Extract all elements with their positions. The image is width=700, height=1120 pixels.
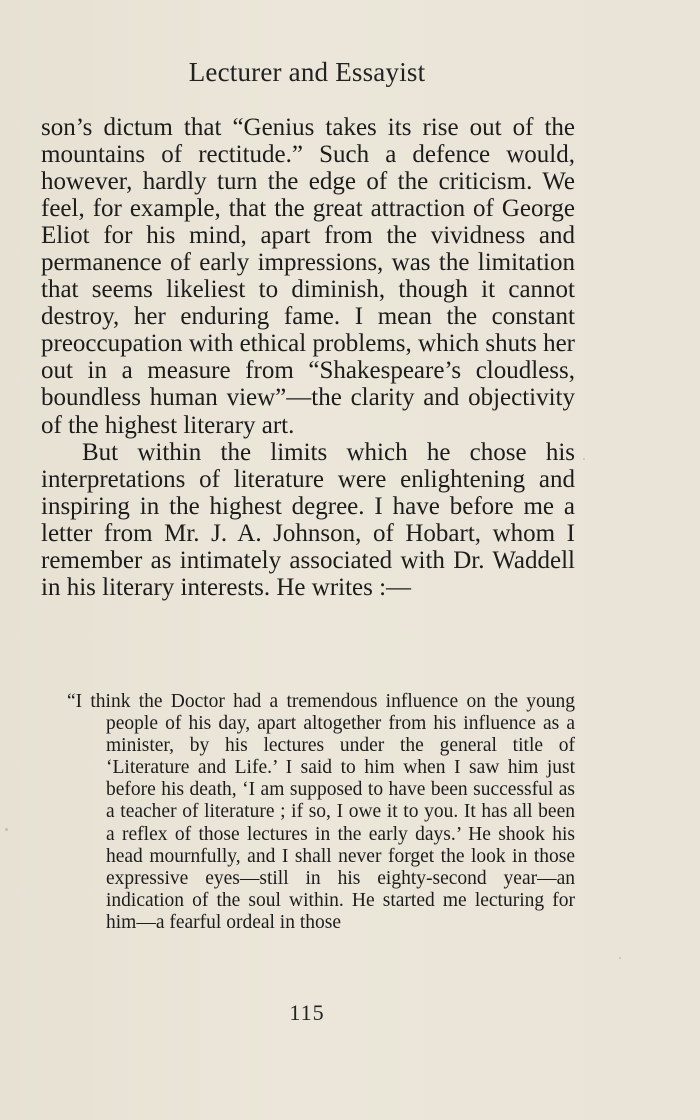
page-number: 115: [289, 1000, 325, 1025]
paper-speck: [5, 828, 8, 831]
paper-speck: [583, 458, 585, 460]
block-quote: [67, 691, 575, 934]
paper-speck: [619, 957, 621, 959]
paragraph-continuation: son’s dictum that “Genius takes its rise out of the mountains of rectitude.” Such a defence would, however, hardly turn the edge of the criticism. We feel, for example, that the great attraction of George Eliot for his mind, apart from the vividness and permanence of early impressions, was the limitation that seems likeliest to diminish, though it cannot destroy, her enduring fame. I mean the constant preoccupation with ethical problems, which shuts her out in a measure from “Shakespeare’s cloudless, boundless human view”—the clarity and objectivity of the highest literary art.: [41, 114, 575, 439]
quote-text: “I think the Doctor had a tremendous influence on the young people of his day, apart altogether from his influence as a minister, by his lectures under the general title of ‘Literature and Life.’ I said to him when I saw him just before his death, ‘I am supposed to have been successful as a teacher of literature ; if so, I owe it to you. It has all been a reflex of those lectures in the early days.’ He shook his head mournfully, and I shall never forget the look in those expressive eyes—still in his eighty-second year—an indication of the soul within. He started me lecturing for him—a fearful ordeal in those: [67, 691, 575, 933]
paragraph-letter-intro: But within the limits which he chose his interpretations of literature were enlightening and inspiring in the highest degree. I have before me a letter from Mr. J. A. Johnson, of Hobart, whom I remember as intimately associated with Dr. Waddell in his literary interests. He writes :—: [41, 438, 575, 601]
main-text: [41, 114, 575, 601]
running-header: Lecturer and Essayist: [188, 57, 426, 87]
